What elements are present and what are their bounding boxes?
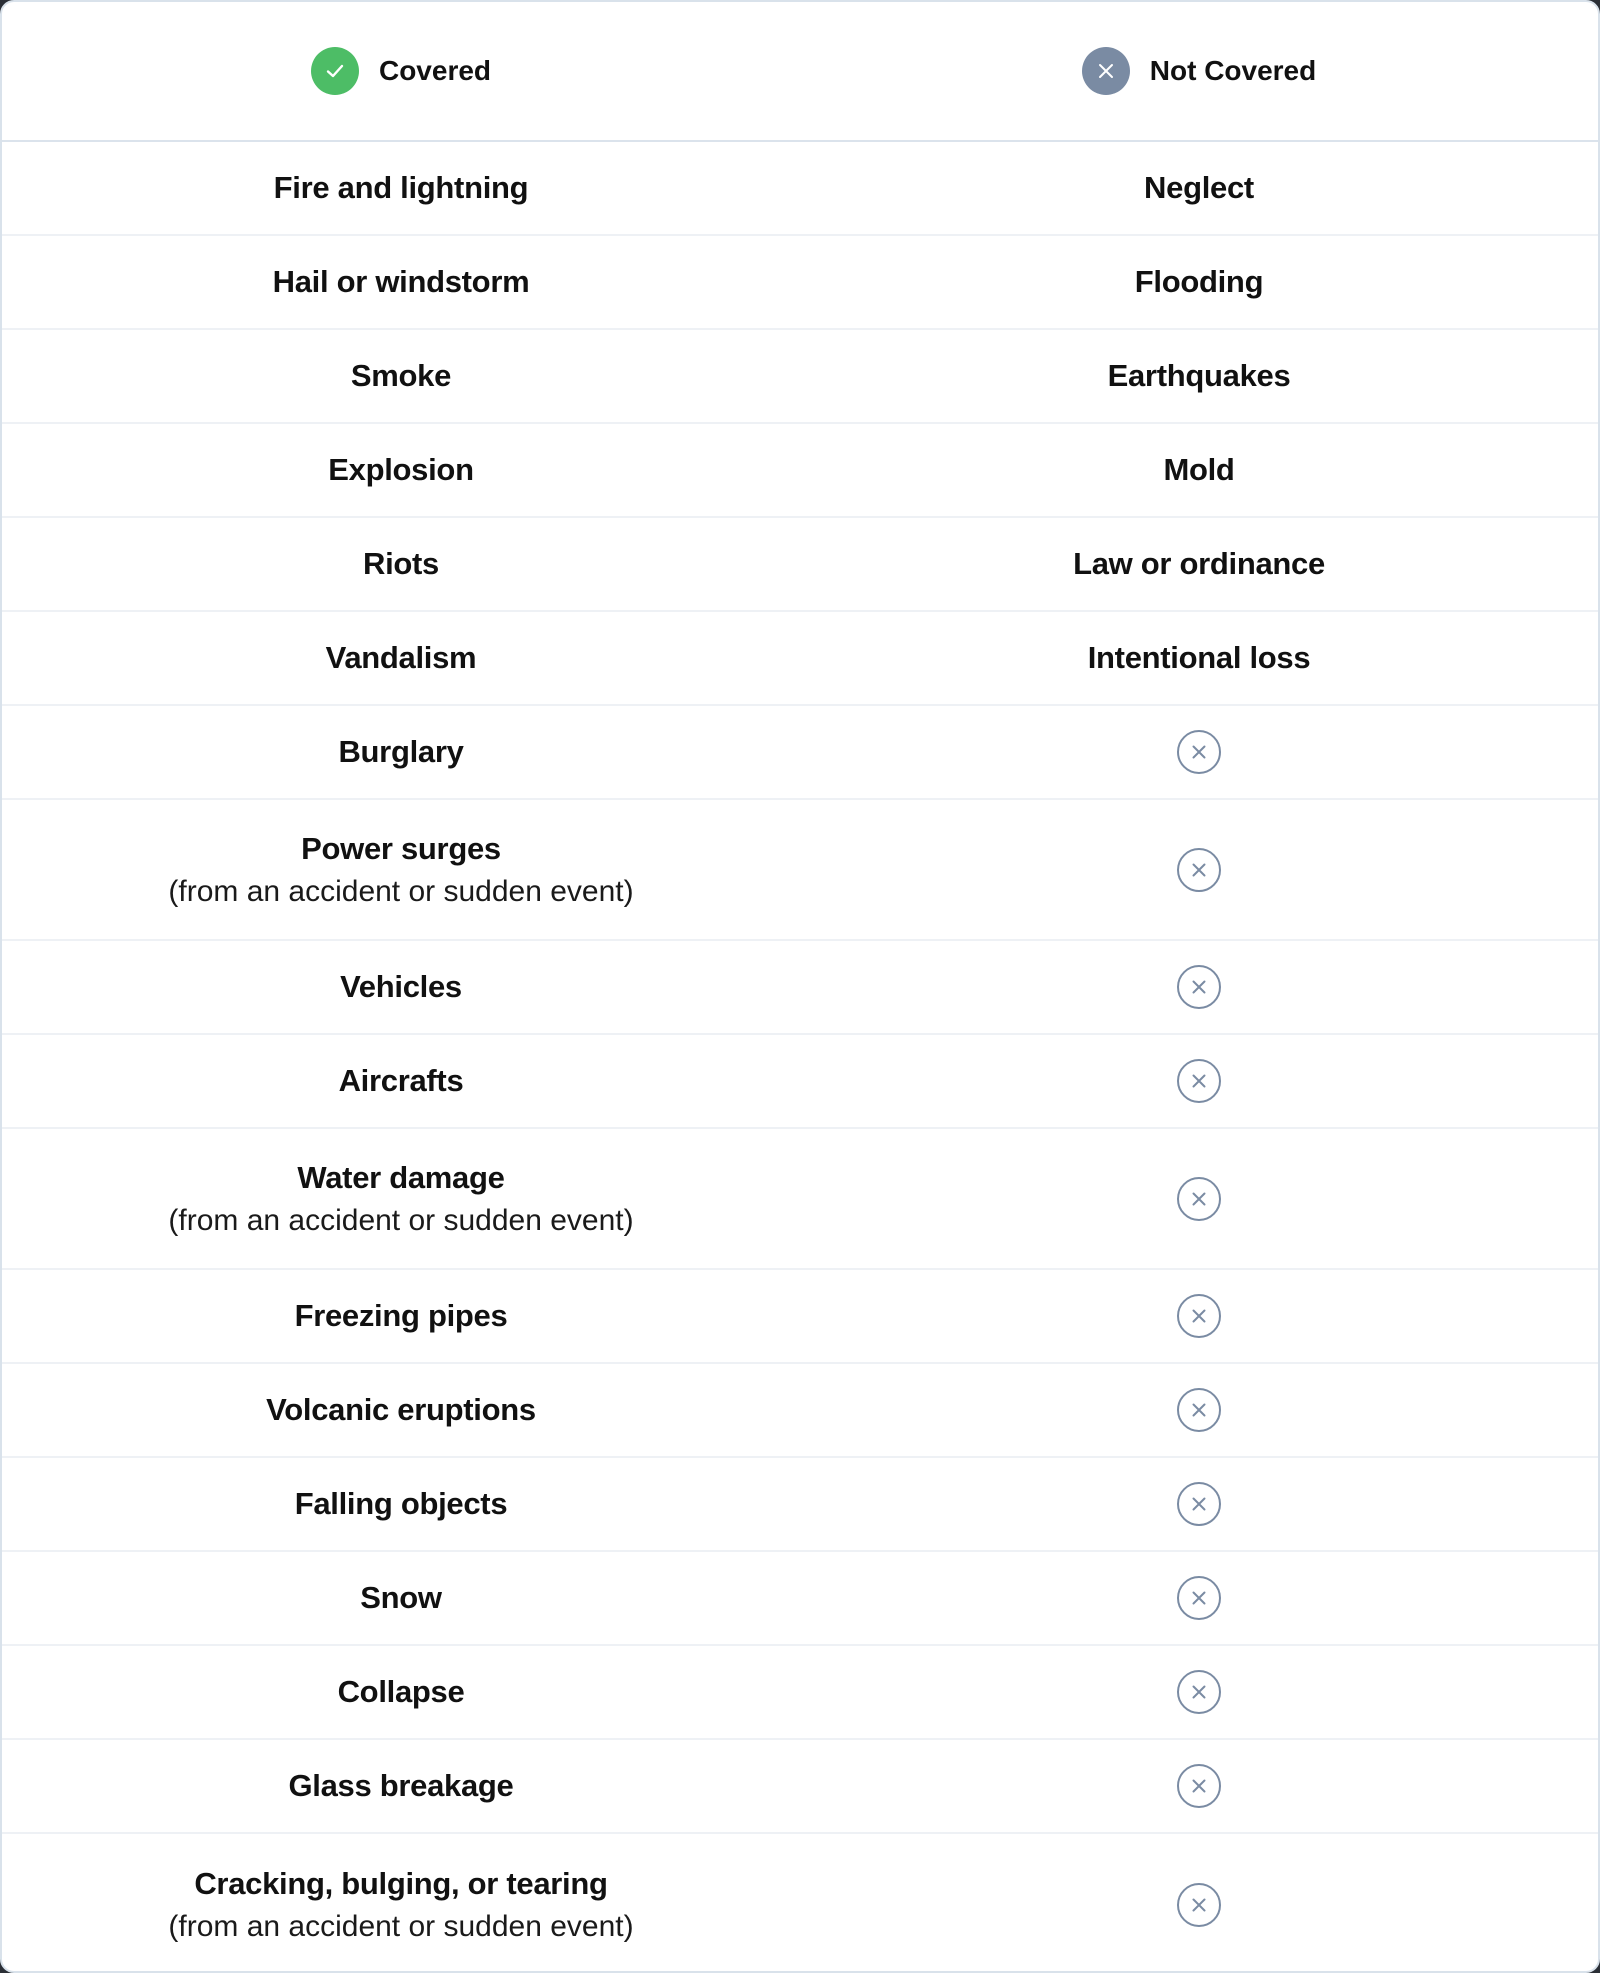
table-row <box>2 518 1598 612</box>
not-covered-cell <box>800 1270 1598 1362</box>
table-row <box>2 142 1598 236</box>
x-circle-outline-icon <box>1177 1883 1221 1927</box>
not-covered-cell <box>800 1129 1598 1268</box>
covered-item-note: (from an accident or sudden event) <box>168 874 634 908</box>
covered-item: Burglary <box>338 734 464 769</box>
covered-item: Fire and lightning <box>273 170 529 205</box>
x-circle-outline-icon <box>1177 1482 1221 1526</box>
not-covered-item: Law or ordinance <box>1073 546 1325 581</box>
covered-cell <box>2 518 800 610</box>
not-covered-cell <box>800 800 1598 939</box>
table-row <box>2 1740 1598 1834</box>
covered-cell <box>2 800 800 939</box>
not-covered-cell <box>800 330 1598 422</box>
not-covered-cell <box>800 236 1598 328</box>
not-covered-cell <box>800 1458 1598 1550</box>
table-row <box>2 1129 1598 1270</box>
header-covered <box>2 2 800 140</box>
not-covered-cell <box>800 1035 1598 1127</box>
x-circle-outline-icon <box>1177 965 1221 1009</box>
x-circle-icon <box>1082 47 1130 95</box>
covered-item: Water damage <box>297 1159 505 1195</box>
covered-cell <box>2 424 800 516</box>
covered-item: Vandalism <box>325 640 477 675</box>
covered-cell <box>2 706 800 798</box>
x-circle-outline-icon <box>1177 730 1221 774</box>
not-covered-cell <box>800 518 1598 610</box>
covered-item: Smoke <box>350 358 452 393</box>
table-row <box>2 236 1598 330</box>
table-row <box>2 1834 1598 1973</box>
table-row <box>2 1270 1598 1364</box>
covered-item: Collapse <box>337 1674 465 1709</box>
table-row <box>2 1035 1598 1129</box>
covered-cell <box>2 1740 800 1832</box>
table-row <box>2 1646 1598 1740</box>
covered-item: Aircrafts <box>338 1063 464 1098</box>
covered-cell <box>2 1270 800 1362</box>
covered-cell <box>2 941 800 1033</box>
x-circle-outline-icon <box>1177 1764 1221 1808</box>
header-covered-label: Covered <box>378 55 492 86</box>
not-covered-item: Mold <box>1163 452 1235 487</box>
x-circle-outline-icon <box>1177 1388 1221 1432</box>
not-covered-cell <box>800 142 1598 234</box>
not-covered-cell <box>800 424 1598 516</box>
table-row <box>2 1364 1598 1458</box>
covered-item: Freezing pipes <box>294 1298 508 1333</box>
header-not-covered <box>800 2 1598 140</box>
not-covered-cell <box>800 1646 1598 1738</box>
not-covered-item: Neglect <box>1144 170 1254 205</box>
not-covered-cell <box>800 1552 1598 1644</box>
table-header <box>2 2 1598 142</box>
not-covered-item: Intentional loss <box>1087 640 1311 675</box>
not-covered-cell <box>800 1740 1598 1832</box>
table-row <box>2 706 1598 800</box>
covered-cell <box>2 142 800 234</box>
covered-cell <box>2 236 800 328</box>
table-row <box>2 800 1598 941</box>
x-circle-outline-icon <box>1177 1670 1221 1714</box>
table-body <box>2 142 1598 1973</box>
header-not-covered-label: Not Covered <box>1149 55 1317 86</box>
not-covered-item: Earthquakes <box>1107 358 1291 393</box>
not-covered-cell <box>800 1364 1598 1456</box>
covered-item: Volcanic eruptions <box>266 1392 536 1427</box>
covered-item: Glass breakage <box>288 1768 514 1803</box>
table-row <box>2 330 1598 424</box>
not-covered-cell <box>800 1834 1598 1973</box>
covered-item: Cracking, bulging, or tearing <box>194 1865 608 1901</box>
covered-cell <box>2 330 800 422</box>
x-circle-outline-icon <box>1177 1177 1221 1221</box>
covered-cell <box>2 1458 800 1550</box>
not-covered-cell <box>800 706 1598 798</box>
table-row <box>2 1458 1598 1552</box>
not-covered-item: Flooding <box>1134 264 1264 299</box>
covered-cell <box>2 1834 800 1973</box>
covered-item: Explosion <box>328 452 474 487</box>
table-row <box>2 941 1598 1035</box>
covered-cell <box>2 1646 800 1738</box>
not-covered-cell <box>800 941 1598 1033</box>
covered-item-note: (from an accident or sudden event) <box>168 1203 634 1237</box>
x-circle-outline-icon <box>1177 848 1221 892</box>
covered-item: Snow <box>360 1580 442 1615</box>
x-circle-outline-icon <box>1177 1294 1221 1338</box>
covered-item-note: (from an accident or sudden event) <box>168 1909 634 1943</box>
covered-cell <box>2 1552 800 1644</box>
covered-item: Power surges <box>301 830 501 866</box>
covered-item: Hail or windstorm <box>272 264 530 299</box>
not-covered-cell <box>800 612 1598 704</box>
covered-cell <box>2 612 800 704</box>
covered-item: Riots <box>362 546 439 581</box>
x-circle-outline-icon <box>1177 1059 1221 1103</box>
table-row <box>2 612 1598 706</box>
covered-item: Falling objects <box>294 1486 508 1521</box>
covered-item: Vehicles <box>340 969 462 1004</box>
covered-cell <box>2 1364 800 1456</box>
table-row <box>2 424 1598 518</box>
covered-cell <box>2 1129 800 1268</box>
x-circle-outline-icon <box>1177 1576 1221 1620</box>
table-row <box>2 1552 1598 1646</box>
covered-cell <box>2 1035 800 1127</box>
check-circle-icon <box>311 47 359 95</box>
